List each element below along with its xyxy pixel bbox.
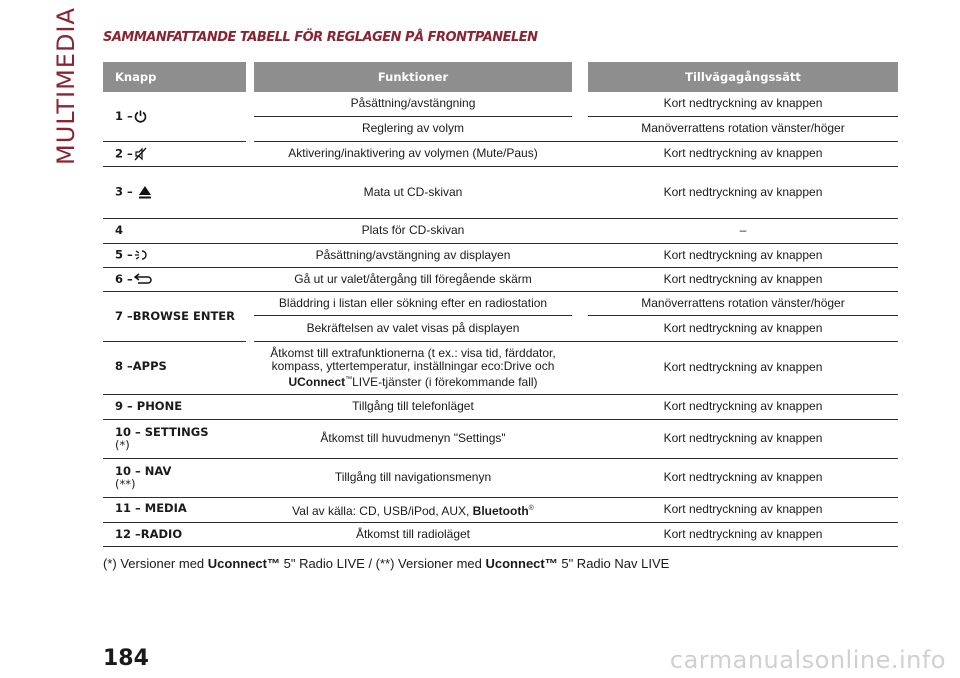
table-row [103, 497, 898, 522]
function-cell: Gå ut ur valet/återgång till föregående skärm [254, 267, 572, 291]
page-number: 184 [103, 646, 149, 671]
table-row [103, 166, 898, 218]
back-arrow-icon [134, 273, 152, 285]
key-cell: 5 – [103, 243, 246, 267]
key-cell: 10 – SETTINGS (*) [103, 419, 246, 458]
key-cell: 6 – [103, 267, 246, 291]
method-cell: Kort nedtryckning av knappen [588, 166, 898, 218]
method-cell: Kort nedtryckning av knappen [588, 341, 898, 394]
key-cell: 4 [103, 218, 246, 243]
method-cell: Kort nedtryckning av knappen [588, 522, 898, 546]
function-cell: Påsättning/avstängning [254, 92, 572, 116]
key-cell: 11 – MEDIA [103, 497, 246, 522]
method-cell: Kort nedtryckning av knappen [588, 419, 898, 458]
table-row [103, 243, 898, 267]
method-cell: Kort nedtryckning av knappen [588, 267, 898, 291]
function-cell: Bläddring i listan eller sökning efter en radiostation [254, 291, 572, 315]
table-row [103, 394, 898, 419]
header-tillvagagangssatt: Tillvägagångssätt [588, 62, 898, 92]
function-cell: Plats för CD-skivan [254, 218, 572, 243]
table-row [103, 458, 898, 497]
table-row [103, 92, 898, 116]
table-row [103, 291, 898, 315]
method-cell: Kort nedtryckning av knappen [588, 141, 898, 166]
table-row [103, 341, 898, 394]
method-cell: Kort nedtryckning av knappen [588, 315, 898, 341]
key-cell: 1 – [103, 92, 246, 141]
table-header-row [103, 62, 898, 92]
eject-icon [138, 185, 152, 199]
table-row [103, 218, 898, 243]
function-cell: Mata ut CD-skivan [254, 166, 572, 218]
method-cell: Manöverrattens rotation vänster/höger [588, 116, 898, 141]
key-cell: 7 –BROWSE ENTER [103, 291, 246, 341]
controls-table [103, 62, 898, 547]
key-cell: 12 –RADIO [103, 522, 246, 546]
key-cell: 2 – [103, 141, 246, 166]
method-cell: Manöverrattens rotation vänster/höger [588, 291, 898, 315]
method-cell: Kort nedtryckning av knappen [588, 497, 898, 522]
function-cell: Val av källa: CD, USB/iPod, AUX, Bluetooth® [254, 497, 572, 522]
section-side-label: MULTIMEDIA [52, 7, 80, 165]
header-knapp: Knapp [103, 62, 246, 92]
page-title: SAMMANFATTANDE TABELL FÖR REGLAGEN PÅ FRONTPANELEN [103, 30, 538, 45]
key-cell: 8 –APPS [103, 341, 246, 394]
key-cell: 10 – NAV (**) [103, 458, 246, 497]
key-cell: 9 – PHONE [103, 394, 246, 419]
function-cell: Påsättning/avstängning av displayen [254, 243, 572, 267]
method-cell: – [588, 218, 898, 243]
power-icon [134, 110, 147, 123]
function-cell: Tillgång till telefonläget [254, 394, 572, 419]
function-cell: Aktivering/inaktivering av volymen (Mute/Paus) [254, 141, 572, 166]
method-cell: Kort nedtryckning av knappen [588, 394, 898, 419]
function-cell: Åtkomst till radioläget [254, 522, 572, 546]
header-funktioner: Funktioner [254, 62, 572, 92]
table-row [103, 267, 898, 291]
table-row [103, 419, 898, 458]
key-cell: 3 – [103, 166, 246, 218]
function-cell: Bekräftelsen av valet visas på displayen [254, 315, 572, 341]
mute-icon [134, 147, 148, 161]
function-cell: Tillgång till navigationsmenyn [254, 458, 572, 497]
function-cell: Åtkomst till extrafunktionerna (t ex.: visa tid, färddator, kompass, yttertemperatur, inställningar eco:Drive och UConnect™LIVE-tjänster (i förekommande fall) [254, 341, 572, 394]
footnote: (*) Versioner med Uconnect™ 5" Radio LIVE / (**) Versioner med Uconnect™ 5" Radio Nav LIVE [103, 556, 670, 571]
watermark: carmanualsonline.info [669, 646, 946, 674]
method-cell: Kort nedtryckning av knappen [588, 92, 898, 116]
function-cell: Reglering av volym [254, 116, 572, 141]
table-row [103, 522, 898, 546]
method-cell: Kort nedtryckning av knappen [588, 243, 898, 267]
table-row [103, 141, 898, 166]
function-cell: Åtkomst till huvudmenyn "Settings" [254, 419, 572, 458]
display-light-icon [134, 248, 148, 262]
method-cell: Kort nedtryckning av knappen [588, 458, 898, 497]
